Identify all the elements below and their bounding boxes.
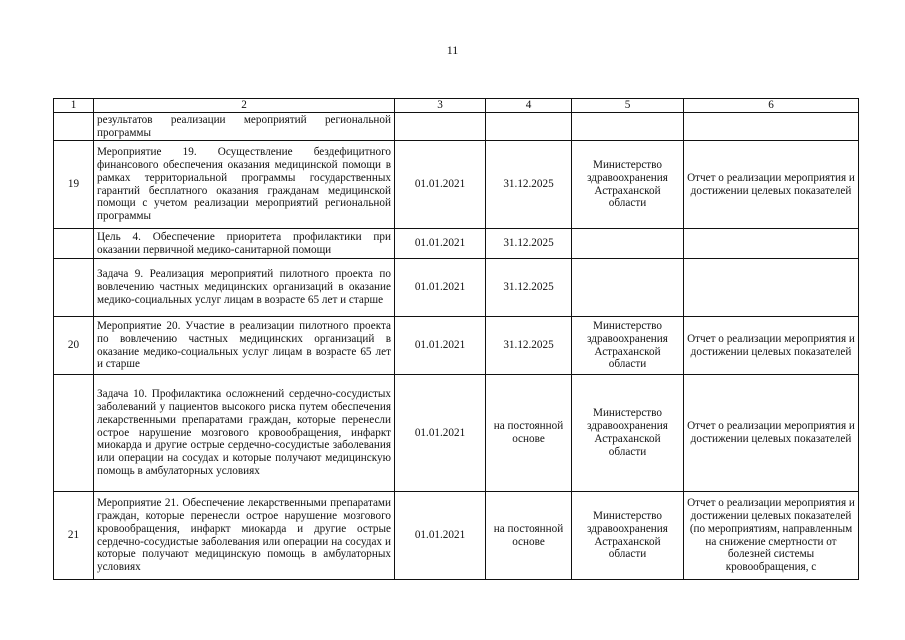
row-number: [54, 375, 94, 492]
row-end-date: 31.12.2025: [486, 141, 572, 229]
row-start-date: 01.01.2021: [395, 375, 486, 492]
row-description: Задача 10. Профилактика осложнений сердечно-сосудистых заболеваний у пациентов высокого риска путем обеспечения лекарственными препаратами граждан, которые перенесли острое нарушение мозгового кровообращения, инфаркт миокарда и другие острые сердечно-сосудистые заболевания или операции на сосудах и которые получают медицинскую помощь в амбулаторных условиях: [94, 375, 395, 492]
row-number: [54, 229, 94, 259]
row-end-date: [486, 113, 572, 141]
row-description: результатов реализации мероприятий региональной программы: [94, 113, 395, 141]
row-start-date: [395, 113, 486, 141]
row-responsible: [572, 229, 684, 259]
row-description: Цель 4. Обеспечение приоритета профилактики при оказании первичной медико-санитарной помощи: [94, 229, 395, 259]
header-cell: 6: [684, 99, 859, 113]
row-result: Отчет о реализации мероприятия и достижении целевых показателей: [684, 141, 859, 229]
table-row: [54, 141, 859, 229]
row-end-date: на постоянной основе: [486, 492, 572, 580]
table-row: [54, 317, 859, 375]
row-responsible: [572, 113, 684, 141]
row-start-date: 01.01.2021: [395, 229, 486, 259]
row-responsible: [572, 259, 684, 317]
row-description: Мероприятие 20. Участие в реализации пилотного проекта по вовлечению частных медицинских организаций в оказание медико-социальных услуг лицам в возрасте 65 лет и старше: [94, 317, 395, 375]
header-cell: 5: [572, 99, 684, 113]
row-description: Задача 9. Реализация мероприятий пилотного проекта по вовлечению частных медицинских организаций в оказание медико-социальных услуг лицам в возрасте 65 лет и старше: [94, 259, 395, 317]
row-responsible: Министерство здравоохранения Астраханской области: [572, 492, 684, 580]
row-result: [684, 229, 859, 259]
table-row: [54, 113, 859, 141]
row-end-date: 31.12.2025: [486, 259, 572, 317]
header-cell: 4: [486, 99, 572, 113]
row-end-date: 31.12.2025: [486, 317, 572, 375]
row-number: 21: [54, 492, 94, 580]
table-header-row: [54, 99, 859, 113]
row-result: Отчет о реализации мероприятия и достижении целевых показателей: [684, 317, 859, 375]
row-responsible: Министерство здравоохранения Астраханской области: [572, 317, 684, 375]
row-start-date: 01.01.2021: [395, 141, 486, 229]
table-row: [54, 259, 859, 317]
row-number: 20: [54, 317, 94, 375]
row-responsible: Министерство здравоохранения Астраханской области: [572, 141, 684, 229]
row-result: Отчет о реализации мероприятия и достижении целевых показателей (по мероприятиям, направленным на снижение смертности от болезней системы кровообращения, с: [684, 492, 859, 580]
row-start-date: 01.01.2021: [395, 259, 486, 317]
row-end-date: 31.12.2025: [486, 229, 572, 259]
header-cell: 1: [54, 99, 94, 113]
row-number: [54, 259, 94, 317]
page-number: 11: [446, 43, 459, 57]
table-row: [54, 229, 859, 259]
row-result: [684, 113, 859, 141]
row-description: Мероприятие 19. Осуществление бездефицитного финансового обеспечения оказания медицинской помощи в рамках территориальной программы государственных гарантий бесплатного оказания гражданам медицинской помощи с учетом реализации мероприятий региональной программы: [94, 141, 395, 229]
row-result: Отчет о реализации мероприятия и достижении целевых показателей: [684, 375, 859, 492]
row-start-date: 01.01.2021: [395, 317, 486, 375]
measures-table: [53, 98, 859, 580]
row-number: 19: [54, 141, 94, 229]
header-cell: 2: [94, 99, 395, 113]
table-row: [54, 492, 859, 580]
row-number: [54, 113, 94, 141]
row-end-date: на постоянной основе: [486, 375, 572, 492]
row-responsible: Министерство здравоохранения Астраханской области: [572, 375, 684, 492]
header-cell: 3: [395, 99, 486, 113]
row-start-date: 01.01.2021: [395, 492, 486, 580]
row-description: Мероприятие 21. Обеспечение лекарственными препаратами граждан, которые перенесли острое нарушение мозгового кровообращения, инфаркт миокарда и другие острые сердечно-сосудистые заболевания или операции на сосудах и которые получают медицинскую помощь в амбулаторных условиях: [94, 492, 395, 580]
table-row: [54, 375, 859, 492]
row-result: [684, 259, 859, 317]
